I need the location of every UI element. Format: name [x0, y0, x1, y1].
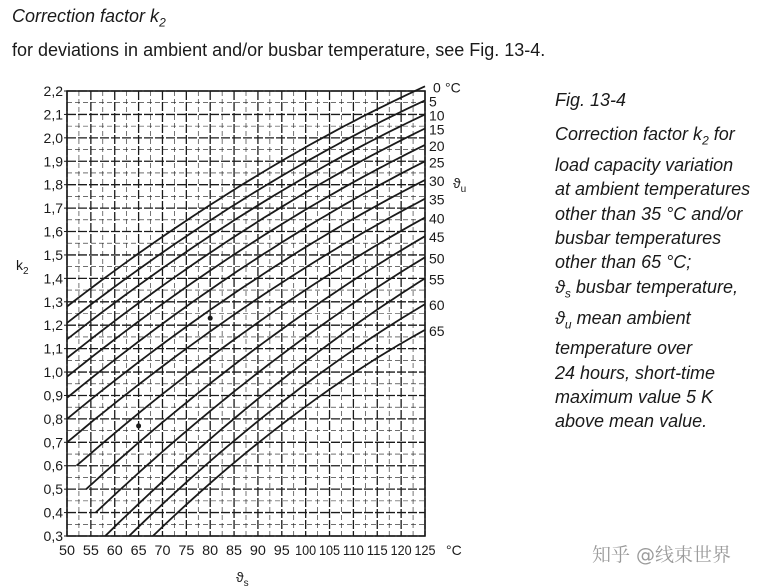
x-axis-label: $ϑ_s$: [236, 569, 249, 587]
caption-line: [555, 122, 780, 153]
y-tick-label: 2,1: [43, 106, 63, 123]
chart-subtitle: for deviations in ambient and/or busbar temperature, see Fig. 13-4.: [12, 40, 546, 60]
series-unit: °C: [445, 79, 461, 96]
series-label-value: 10: [429, 107, 445, 124]
series-line: [96, 257, 425, 512]
series-label-value: 35: [429, 191, 445, 208]
caption-line: 24 hours, short-time: [555, 362, 716, 383]
caption-line: temperature over: [555, 338, 693, 359]
caption-text: for: [708, 124, 735, 145]
series-label-value: 0: [433, 79, 441, 96]
y-tick-label: 1,4: [43, 270, 63, 287]
caption-line: above mean value.: [555, 411, 708, 432]
series-label: $ϑ_u$: [453, 175, 467, 195]
y-tick-label: 1,7: [43, 200, 63, 217]
series-label-value: 55: [429, 271, 445, 288]
y-axis-label: $k_2$: [16, 257, 29, 277]
x-tick-label: 105: [319, 542, 341, 558]
y-tick-label: 1,2: [43, 317, 63, 334]
x-tick-label: 115: [366, 542, 388, 558]
x-tick-label: 100: [295, 542, 317, 558]
y-tick-label: 1,6: [43, 223, 63, 240]
figure-caption: [555, 88, 780, 434]
x-tick-label: 120: [390, 542, 412, 558]
x-tick-label: 80: [202, 542, 219, 558]
series-label-value: 65: [429, 322, 445, 339]
series-label-value: 60: [429, 297, 445, 314]
series-label-value: 50: [429, 250, 445, 267]
series-label-value: 25: [429, 154, 445, 171]
y-tick-label: 0,3: [43, 528, 63, 544]
caption-text: Correction factor k: [555, 124, 703, 145]
caption-line: other than 65 °C;: [555, 252, 692, 273]
y-tick-label: 1,5: [43, 246, 63, 263]
caption-line: other than 35 °C and/or: [555, 203, 743, 224]
series-label-value: 15: [429, 121, 445, 138]
y-tick-label: 1,3: [43, 293, 63, 310]
y-tick-label: 0,4: [43, 504, 63, 521]
x-tick-label: 90: [249, 542, 267, 558]
y-tick-label: 0,6: [43, 457, 63, 474]
reference-point: [208, 316, 213, 321]
x-tick-label: 125: [414, 542, 436, 558]
x-axis-unit: °C: [446, 542, 462, 558]
series-line: [129, 304, 425, 536]
series-label-value: 40: [429, 210, 445, 227]
reference-point: [136, 423, 141, 428]
caption-subscript: u: [564, 317, 572, 332]
caption-line: busbar temperatures: [555, 228, 722, 249]
series-label-value: 5: [429, 93, 437, 110]
caption-line: load capacity variation: [555, 155, 734, 176]
caption-line: maximum value 5 K: [555, 387, 714, 408]
series-label-value: 45: [429, 229, 445, 246]
caption-symbol: ϑ: [555, 276, 565, 297]
caption-subscript: 2: [702, 133, 709, 148]
chart-title-subscript: 2: [159, 15, 166, 30]
x-tick-label: 110: [342, 542, 365, 558]
figure-label: Fig. 13-4: [555, 90, 627, 110]
y-tick-label: 1,1: [43, 340, 63, 357]
x-tick-label: 70: [154, 542, 171, 558]
y-tick-label: 2,2: [43, 83, 63, 99]
y-tick-label: 1,9: [43, 153, 63, 170]
x-tick-label: 95: [273, 542, 291, 558]
x-tick-label: 65: [130, 542, 147, 558]
y-tick-label: 1,8: [43, 176, 63, 193]
series-line: [153, 330, 425, 536]
x-tick-label: 75: [178, 542, 195, 558]
chart-title-text: Correction factor k: [12, 6, 160, 26]
caption-line: [555, 306, 780, 337]
x-tick-label: 55: [82, 542, 100, 558]
watermark: 知乎 @线束世界: [592, 544, 732, 566]
y-tick-label: 0,7: [43, 434, 63, 451]
caption-subscript: s: [564, 286, 571, 301]
caption-text: busbar temperature,: [570, 276, 738, 297]
y-tick-label: 0,5: [43, 481, 63, 498]
y-tick-label: 0,9: [43, 387, 63, 404]
x-tick-label: 85: [226, 542, 243, 558]
caption-line: [555, 275, 780, 306]
caption-line: at ambient temperatures: [555, 179, 751, 200]
y-tick-label: 1,0: [43, 364, 63, 381]
caption-symbol: ϑ: [555, 307, 565, 328]
y-tick-label: 0,8: [43, 410, 63, 427]
x-tick-label: 50: [59, 542, 76, 558]
x-tick-label: 60: [106, 542, 123, 558]
series-label-value: 20: [429, 137, 445, 154]
series-label-value: 30: [429, 173, 445, 189]
caption-text: mean ambient: [571, 307, 691, 328]
y-tick-label: 2,0: [43, 129, 63, 146]
chart-labels: [16, 79, 466, 587]
